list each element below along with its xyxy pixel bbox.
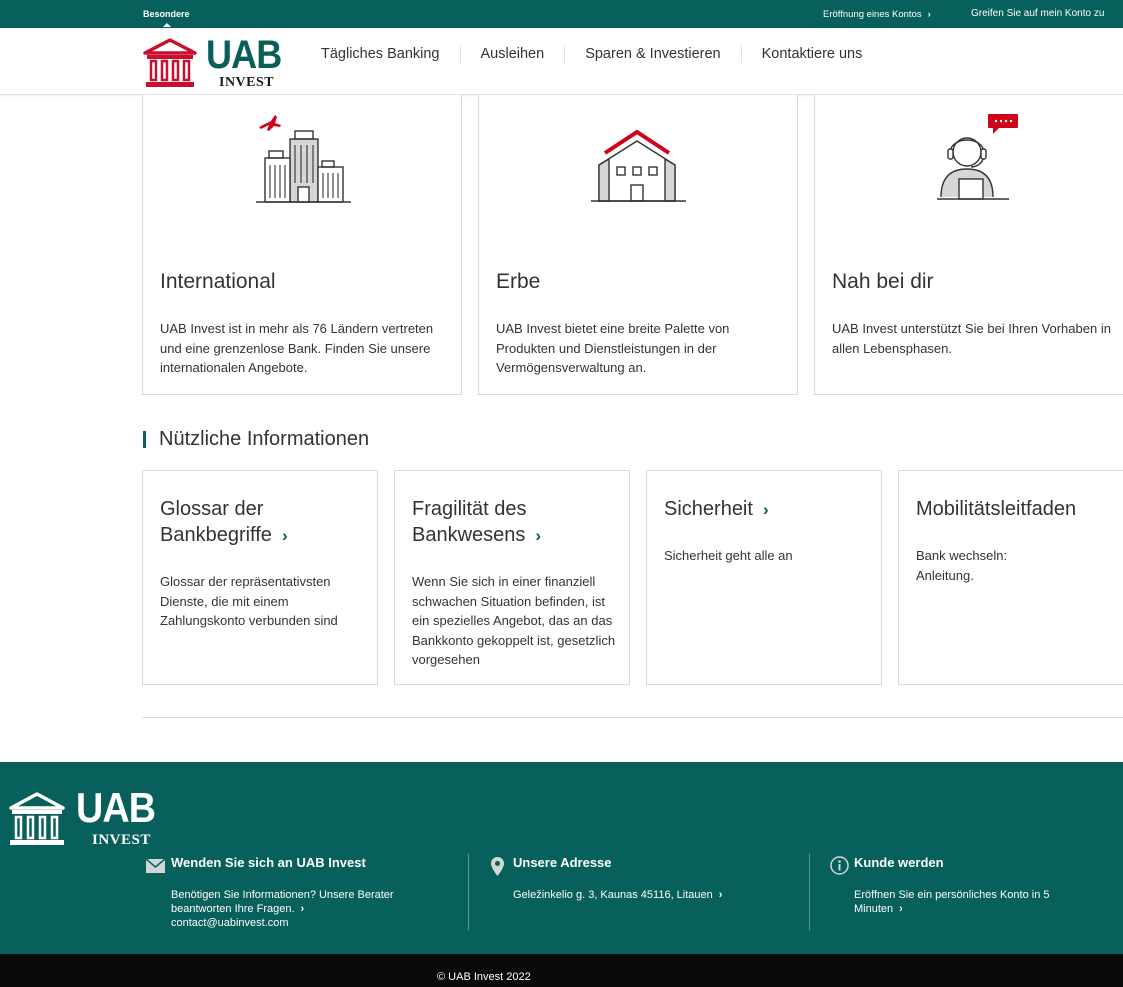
house-icon: [479, 105, 797, 215]
footer-contact-heading: Wenden Sie sich an UAB Invest: [171, 855, 366, 870]
open-account-link[interactable]: [823, 9, 931, 20]
footer-separator: [468, 854, 469, 930]
feature-description: UAB Invest bietet eine breite Palette von Produkten und Dienstleistungen in der Vermögensverwaltung an.: [496, 321, 730, 375]
feature-card-close-to-you[interactable]: [814, 95, 1123, 395]
support-agent-icon: [815, 105, 1123, 215]
useful-info-heading: Nützliche Informationen: [143, 428, 369, 451]
footer-customer-column: [830, 855, 1110, 915]
access-account-link[interactable]: Greifen Sie auf mein Konto zu: [971, 8, 1105, 19]
main-header: [0, 28, 1123, 95]
info-card-title-line1: Fragilität des: [412, 498, 527, 520]
footer-address-column: [491, 855, 791, 901]
footer-address-link[interactable]: [513, 888, 793, 902]
feature-card-international[interactable]: [142, 95, 462, 395]
feature-description: UAB Invest unterstützt Sie bei Ihren Vorhaben in allen Lebensphasen.: [832, 321, 1111, 356]
info-card-banking-fragility[interactable]: [394, 470, 630, 685]
nav-item-contact[interactable]: Kontaktiere uns: [741, 45, 883, 63]
footer-contact-line1: Benötigen Sie Informationen? Unsere Berater: [171, 889, 394, 901]
city-buildings-plane-icon: [143, 105, 461, 215]
info-card-description: Wenn Sie sich in einer finanziell schwachen Situation befinden, ist ein spezielles Angebot, das an das Bankkonto gekoppelt ist, gesetzlich vorgesehen: [412, 574, 616, 667]
chevron-right-icon: ›: [535, 526, 542, 545]
copyright-text: © UAB Invest 2022: [437, 971, 531, 983]
chevron-right-icon: ›: [300, 903, 305, 915]
info-card-desc-line1: Bank wechseln:: [916, 548, 1008, 563]
feature-title: Erbe: [496, 270, 541, 293]
footer-contact-column: [146, 855, 446, 929]
footer-customer-link[interactable]: [854, 888, 1094, 916]
chevron-right-icon: ›: [718, 889, 723, 901]
chevron-right-icon: ›: [281, 526, 288, 545]
logo-wordmark: UAB: [206, 33, 282, 77]
footer-customer-line1: Eröffnen Sie ein persönliches Konto in 5: [854, 889, 1050, 901]
top-utility-bar: [0, 0, 1123, 28]
info-card-description: Sicherheit geht alle an: [664, 548, 793, 563]
info-card-title-line1: Glossar der: [160, 498, 264, 520]
footer-separator: [809, 854, 810, 930]
footer-customer-heading: Kunde werden: [854, 855, 944, 870]
info-card-title-line1: Mobilitätsleitfaden: [916, 498, 1077, 520]
feature-title: International: [160, 270, 276, 293]
footer-address-line: Geležinkelio g. 3, Kaunas 45116, Litauen: [513, 889, 713, 901]
open-account-label: Eröffnung eines Kontos: [823, 9, 922, 20]
section-divider: [142, 717, 1123, 718]
logo-subtitle: INVEST: [219, 75, 275, 90]
info-card-title: [664, 496, 874, 523]
footer-logo-wordmark: UAB: [76, 784, 156, 831]
footer-contact-line2: beantworten Ihre Fragen.: [171, 903, 295, 915]
info-card-glossary[interactable]: [142, 470, 378, 685]
chevron-right-icon: ›: [899, 903, 903, 915]
footer-logo[interactable]: [8, 784, 168, 852]
nav-item-daily-banking[interactable]: Tägliches Banking: [321, 46, 440, 62]
info-card-title-line1: Sicherheit: [664, 498, 753, 520]
info-circle-icon: [830, 856, 849, 875]
info-card-title: [160, 496, 370, 549]
main-navigation: [305, 28, 882, 80]
feature-card-heritage[interactable]: [478, 95, 798, 395]
site-footer: [0, 762, 1123, 954]
mail-icon: [146, 859, 165, 873]
brand-logo[interactable]: [143, 35, 283, 91]
info-card-title-line2: Bankwesens: [412, 524, 526, 546]
info-card-description: Glossar der repräsentativsten Dienste, die mit einem Zahlungskonto verbunden sind: [160, 574, 338, 628]
bank-building-icon: [143, 38, 197, 90]
feature-description: UAB Invest ist in mehr als 76 Ländern vertreten und eine grenzenlose Bank. Finden Sie unsere internationalen Angebote.: [160, 321, 434, 375]
footer-address-heading: Unsere Adresse: [513, 855, 612, 870]
footer-logo-subtitle: INVEST: [92, 832, 151, 848]
info-card-title: [412, 496, 622, 549]
chevron-right-icon: ›: [762, 500, 769, 519]
info-card-desc-line2: Anleitung.: [916, 567, 974, 583]
footer-customer-line2: Minuten: [854, 903, 894, 915]
info-card-description: [916, 546, 1123, 585]
info-card-title-line2: Bankbegriffe: [160, 524, 272, 546]
info-card-mobility-guide[interactable]: [898, 470, 1123, 685]
copyright-bar: [0, 954, 1123, 987]
footer-contact-text[interactable]: [171, 888, 431, 930]
info-card-security[interactable]: [646, 470, 882, 685]
nav-item-save-invest[interactable]: Sparen & Investieren: [564, 45, 740, 63]
topbar-besondere-link[interactable]: Besondere: [143, 9, 190, 19]
footer-contact-email[interactable]: contact@uabinvest.com: [171, 917, 289, 929]
nav-item-loans[interactable]: Ausleihen: [460, 45, 565, 63]
feature-title: Nah bei dir: [832, 270, 934, 293]
chevron-right-icon: ›: [927, 9, 931, 20]
bank-building-icon: [8, 792, 66, 850]
info-card-title: [916, 496, 1123, 522]
location-pin-icon: [491, 857, 504, 876]
